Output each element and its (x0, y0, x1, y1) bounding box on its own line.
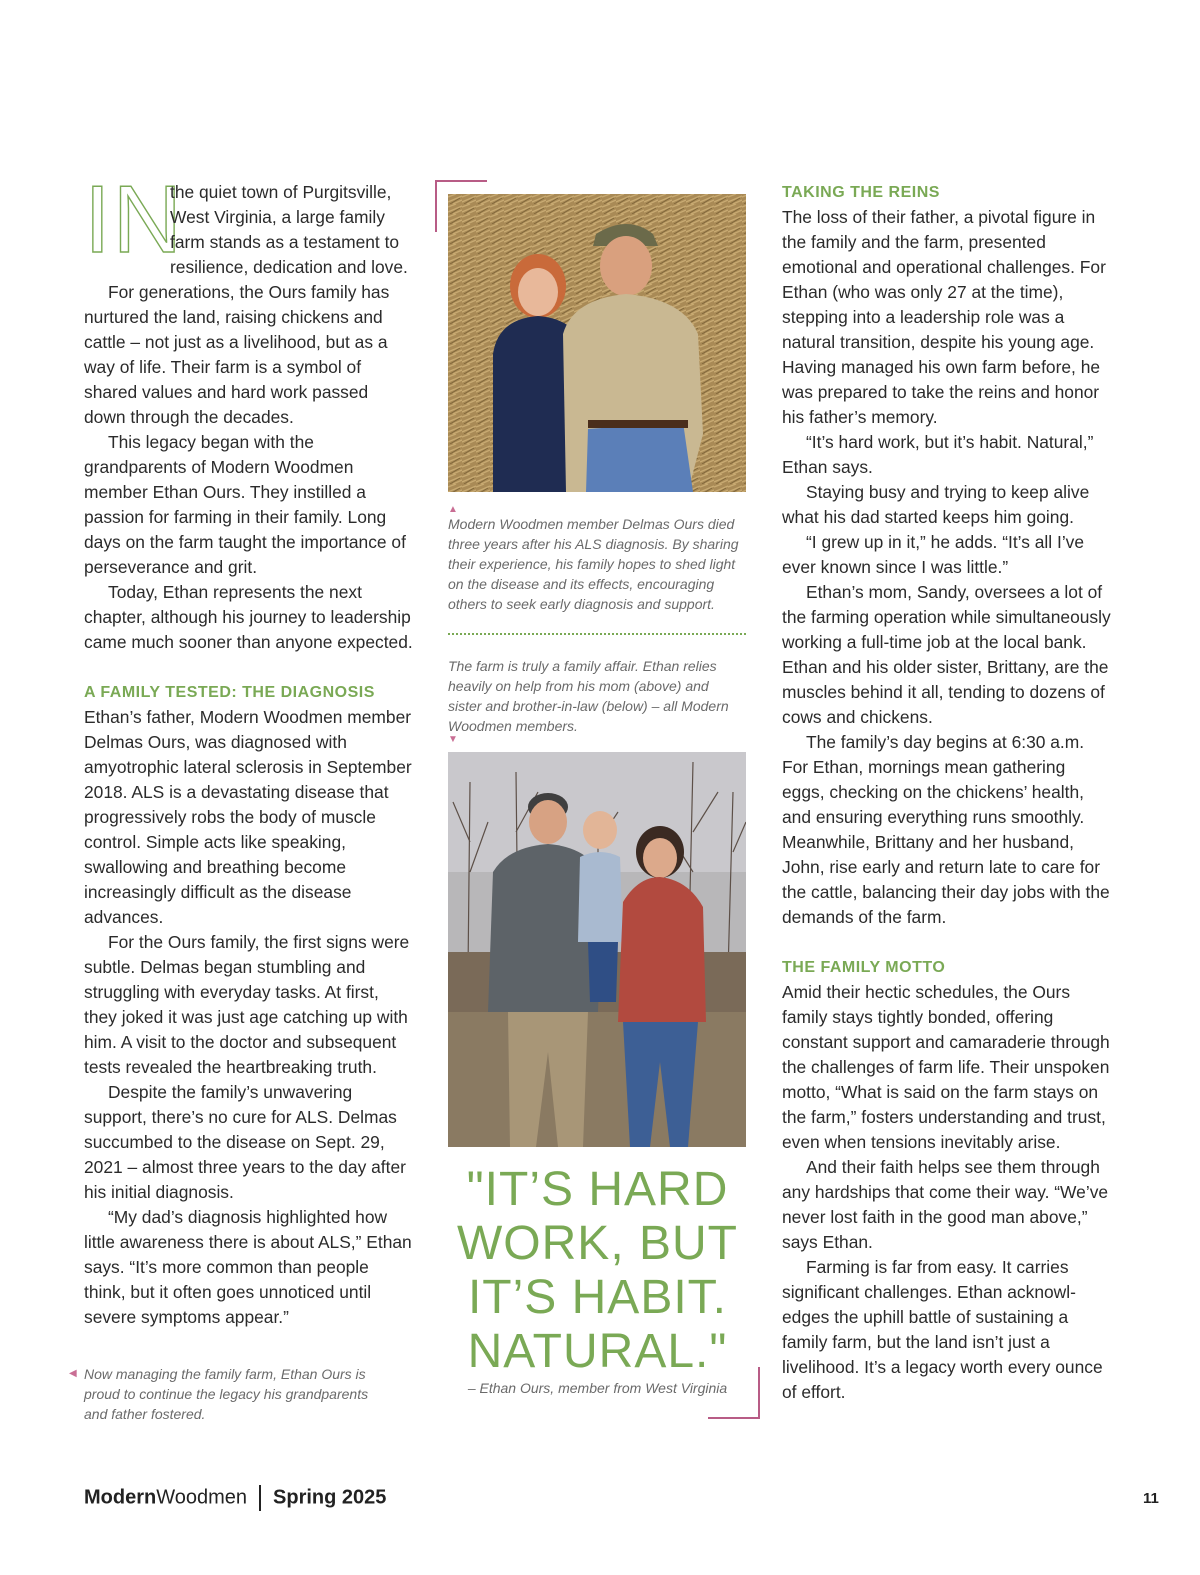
body-paragraph: The loss of their father, a pivotal figure in the family and the farm, presented emotional and operational challenges. For Ethan (who was only 27 at the time), stepping into a leadership role was a natural transition, despite his young age. Having managed his own farm before, he was prepared to take the reins and honor his father’s memory. (782, 207, 1106, 427)
body-paragraph: “My dad’s diagnosis highlighted how little awareness there is about ALS,” Ethan says. “It’s more common than people think, but it often goes unnoticed until severe symptoms appear.” (84, 1207, 412, 1327)
caption-pointer-up-icon: ▲ (448, 504, 458, 515)
caption-pointer-left-icon: ◀ (69, 1368, 77, 1379)
body-paragraph: And their faith helps see them through any hardships that come their way. “We’ve never lost faith in the good man above,” says Ethan. (782, 1157, 1109, 1252)
photo-brittany-family (448, 752, 746, 1147)
pull-quote-attribution: – Ethan Ours, member from West Virginia (467, 1380, 728, 1396)
article-right-column (782, 180, 1112, 1405)
top-photo-caption: Modern Woodmen member Delmas Ours died three years after his ALS diagnosis. By sharing their experience, his family hopes to shed light on the disease and its effects, encouraging others to seek early diagnosis and support. (448, 516, 739, 612)
body-paragraph: “I grew up in it,” he adds. “It’s all I’ve ever known since I was little.” (782, 532, 1085, 577)
left-column-caption: Now managing the family farm, Ethan Ours is proud to continue the legacy his grandparents and father fostered. (84, 1366, 369, 1422)
body-paragraph: “It’s hard work, but it’s habit. Natural,” Ethan says. (782, 432, 1094, 477)
body-paragraph: Ethan’s mom, Sandy, oversees a lot of the farming operation while simultaneously working a full-time job at the local bank. Ethan and his older sister, Brittany, are the muscles behind it all, tending to dozens of cows and chickens. (782, 582, 1111, 727)
intro-lead: the quiet town of Purgitsville, West Virginia, a large family farm stands as a testament to resilience, dedication and love. (170, 182, 408, 277)
section-heading: A FAMILY TESTED: THE DIAGNOSIS (84, 684, 375, 701)
page-number: 11 (1143, 1490, 1159, 1507)
body-paragraph: Amid their hectic schedules, the Ours family stays tightly bonded, offering constant support and camaraderie through the challenges of farm life. Their unspoken motto, “What is said on the farm stays on the farm,” fosters understanding and trust, even when tensions inevitably arise. (782, 982, 1110, 1152)
footer-divider (259, 1485, 261, 1511)
intro-paragraph: Today, Ethan represents the next chapter, although his journey to leadership came much sooner than anyone expected. (84, 582, 413, 652)
issue-label: Spring 2025 (273, 1486, 387, 1509)
bottom-photo-caption: The farm is truly a family affair. Ethan relies heavily on help from his mom (above) and sister and brother-in-law (below) – all Modern Woodmen members. (448, 658, 729, 734)
section-heading: TAKING THE REINS (782, 184, 940, 201)
body-paragraph: Ethan’s father, Modern Woodmen member Delmas Ours, was diagnosed with amyotrophic lateral sclerosis in September 2018. ALS is a devastating disease that progressively robs the body of muscle control. Simple acts like speaking, swallowing and breathing become increasingly difficult as the disease advances. (84, 707, 412, 927)
caption-pointer-down-icon: ▼ (448, 734, 458, 745)
intro-paragraph: For generations, the Ours family has nurtured the land, raising chickens and cattle – not just as a livelihood, but as a way of life. Their farm is a symbol of shared values and hard work passed down through the decades. (84, 282, 390, 427)
photo-delmas-and-sandy (448, 194, 746, 492)
section-heading: THE FAMILY MOTTO (782, 959, 946, 976)
article-left-column (84, 166, 414, 1330)
body-paragraph: The family’s day begins at 6:30 a.m. For Ethan, mornings mean gathering eggs, checking on the chickens’ health, and ensuring everything runs smoothly. Meanwhile, Brittany and her husband, John, rise early and return late to care for the cattle, balancing their day jobs with the demands of the farm. (782, 732, 1110, 927)
body-paragraph: For the Ours family, the first signs were subtle. Delmas began stumbling and struggling with everyday tasks. At first, they joked it was just age catching up with him. A visit to the doctor and subsequent tests revealed the heartbreaking truth. (84, 932, 410, 1077)
drop-cap: IN (84, 166, 184, 273)
caption-divider (448, 633, 746, 635)
body-paragraph: Farming is far from easy. It carries significant challenges. Ethan acknowl-edges the uphill battle of sustaining a family farm, but the land isn’t just a livelihood. It’s a legacy worth every ounce of effort. (782, 1257, 1103, 1402)
body-paragraph: Despite the family’s unwavering support, there’s no cure for ALS. Delmas succumbed to the disease on Sept. 29, 2021 – almost three years to the day after his initial diagnosis. (84, 1082, 406, 1202)
intro-block (84, 166, 414, 280)
intro-paragraph: This legacy began with the grandparents of Modern Woodmen member Ethan Ours. They instilled a passion for farming in their family. Long days on the farm taught the importance of perseverance and grit. (84, 432, 406, 577)
pull-quote: "IT’S HARD WORK, BUT IT’S HABIT. NATURAL." (457, 1163, 738, 1378)
page-footer (84, 1485, 386, 1511)
brand-name-light: Woodmen (156, 1486, 248, 1509)
brand-name-bold: Modern (84, 1486, 157, 1509)
body-paragraph: Staying busy and trying to keep alive what his dad started keeps him going. (782, 482, 1090, 527)
